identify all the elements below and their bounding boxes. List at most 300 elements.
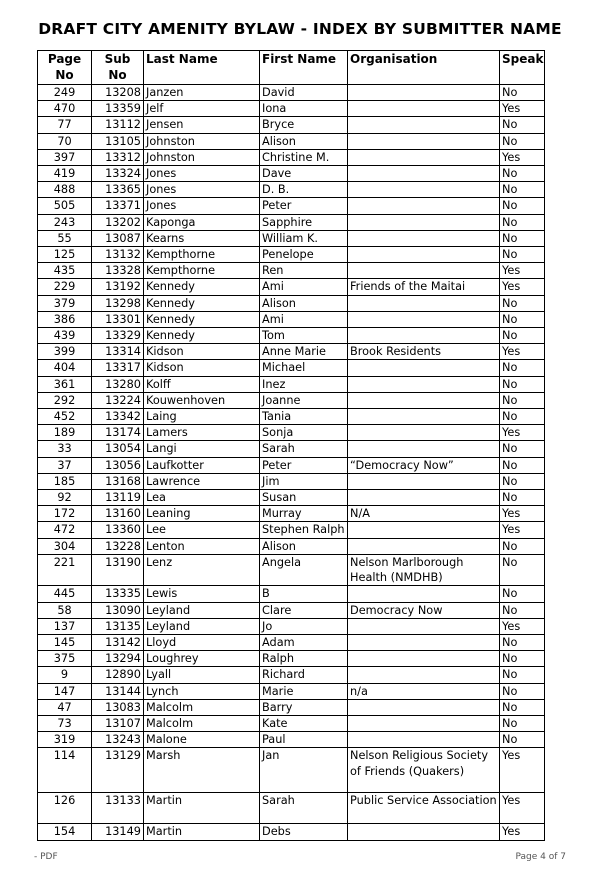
cell-page-no: 445 xyxy=(38,586,92,602)
cell-last-name: Malcolm xyxy=(144,715,260,731)
cell-first-name: Paul xyxy=(260,732,348,748)
cell-speak: No xyxy=(500,133,545,149)
table-row xyxy=(38,117,545,133)
cell-first-name: Sonja xyxy=(260,425,348,441)
header-row xyxy=(38,51,545,85)
table-row xyxy=(38,618,545,634)
cell-page-no: 229 xyxy=(38,279,92,295)
cell-page-no: 221 xyxy=(38,554,92,585)
cell-first-name: Angela xyxy=(260,554,348,585)
cell-last-name: Jones xyxy=(144,198,260,214)
cell-speak: Yes xyxy=(500,101,545,117)
cell-last-name: Johnston xyxy=(144,133,260,149)
table-row xyxy=(38,328,545,344)
cell-page-no: 249 xyxy=(38,85,92,101)
cell-last-name: Lynch xyxy=(144,683,260,699)
cell-first-name: Michael xyxy=(260,360,348,376)
cell-organisation xyxy=(348,101,500,117)
cell-sub-no: 13133 xyxy=(92,793,144,824)
cell-sub-no: 13208 xyxy=(92,85,144,101)
cell-organisation: Nelson Marlborough Health (NMDHB) xyxy=(348,554,500,585)
cell-first-name: Anne Marie xyxy=(260,344,348,360)
submitter-index-table xyxy=(37,50,545,841)
cell-last-name: Kennedy xyxy=(144,279,260,295)
cell-last-name: Malone xyxy=(144,732,260,748)
cell-speak: No xyxy=(500,667,545,683)
table-row xyxy=(38,311,545,327)
cell-page-no: 399 xyxy=(38,344,92,360)
cell-page-no: 125 xyxy=(38,247,92,263)
cell-sub-no: 13280 xyxy=(92,376,144,392)
footer-page-number: Page 4 of 7 xyxy=(515,852,566,862)
cell-speak: Yes xyxy=(500,344,545,360)
cell-speak: No xyxy=(500,683,545,699)
cell-sub-no: 13105 xyxy=(92,133,144,149)
cell-page-no: 189 xyxy=(38,425,92,441)
cell-speak: No xyxy=(500,360,545,376)
cell-speak: Yes xyxy=(500,522,545,538)
cell-sub-no: 13142 xyxy=(92,634,144,650)
cell-first-name: Bryce xyxy=(260,117,348,133)
table-row xyxy=(38,473,545,489)
cell-page-no: 243 xyxy=(38,214,92,230)
table-row xyxy=(38,732,545,748)
col-header-organisation: Organisation xyxy=(348,51,500,85)
cell-first-name: Barry xyxy=(260,699,348,715)
cell-sub-no: 13112 xyxy=(92,117,144,133)
cell-speak: No xyxy=(500,602,545,618)
cell-speak: No xyxy=(500,409,545,425)
cell-sub-no: 13135 xyxy=(92,618,144,634)
cell-first-name: Peter xyxy=(260,457,348,473)
cell-last-name: Lyall xyxy=(144,667,260,683)
cell-sub-no: 13294 xyxy=(92,651,144,667)
cell-speak: No xyxy=(500,198,545,214)
table-row xyxy=(38,441,545,457)
cell-last-name: Kempthorne xyxy=(144,247,260,263)
cell-page-no: 154 xyxy=(38,824,92,840)
cell-organisation xyxy=(348,651,500,667)
cell-last-name: Janzen xyxy=(144,85,260,101)
cell-last-name: Jones xyxy=(144,182,260,198)
cell-speak: No xyxy=(500,214,545,230)
cell-sub-no: 13312 xyxy=(92,149,144,165)
cell-first-name: Murray xyxy=(260,506,348,522)
cell-first-name: Sarah xyxy=(260,793,348,824)
cell-speak: Yes xyxy=(500,263,545,279)
cell-speak: No xyxy=(500,166,545,182)
cell-organisation xyxy=(348,311,500,327)
table-row xyxy=(38,344,545,360)
cell-sub-no: 13192 xyxy=(92,279,144,295)
cell-page-no: 147 xyxy=(38,683,92,699)
cell-first-name: Clare xyxy=(260,602,348,618)
cell-organisation xyxy=(348,618,500,634)
cell-page-no: 361 xyxy=(38,376,92,392)
cell-last-name: Lea xyxy=(144,490,260,506)
cell-organisation xyxy=(348,522,500,538)
table-row xyxy=(38,715,545,731)
cell-sub-no: 13301 xyxy=(92,311,144,327)
table-row xyxy=(38,538,545,554)
table-row xyxy=(38,198,545,214)
cell-speak: Yes xyxy=(500,279,545,295)
cell-sub-no: 13342 xyxy=(92,409,144,425)
cell-last-name: Lawrence xyxy=(144,473,260,489)
cell-page-no: 70 xyxy=(38,133,92,149)
cell-speak: No xyxy=(500,651,545,667)
cell-sub-no: 13190 xyxy=(92,554,144,585)
table-row xyxy=(38,490,545,506)
cell-first-name: Penelope xyxy=(260,247,348,263)
cell-last-name: Loughrey xyxy=(144,651,260,667)
cell-last-name: Marsh xyxy=(144,748,260,793)
cell-page-no: 375 xyxy=(38,651,92,667)
cell-organisation xyxy=(348,182,500,198)
cell-speak: No xyxy=(500,182,545,198)
cell-first-name: Peter xyxy=(260,198,348,214)
cell-last-name: Jones xyxy=(144,166,260,182)
cell-organisation xyxy=(348,263,500,279)
cell-last-name: Jelf xyxy=(144,101,260,117)
cell-page-no: 126 xyxy=(38,793,92,824)
cell-organisation xyxy=(348,441,500,457)
page-title: DRAFT CITY AMENITY BYLAW - INDEX BY SUBMITTER NAME xyxy=(38,20,562,38)
cell-last-name: Jensen xyxy=(144,117,260,133)
table-row xyxy=(38,824,545,840)
cell-organisation: n/a xyxy=(348,683,500,699)
cell-organisation xyxy=(348,376,500,392)
cell-organisation xyxy=(348,699,500,715)
table-row xyxy=(38,376,545,392)
cell-last-name: Leyland xyxy=(144,602,260,618)
cell-last-name: Kennedy xyxy=(144,328,260,344)
table-row xyxy=(38,247,545,263)
cell-page-no: 386 xyxy=(38,311,92,327)
cell-speak: No xyxy=(500,230,545,246)
cell-first-name: Joanne xyxy=(260,392,348,408)
table-row xyxy=(38,392,545,408)
cell-organisation: Public Service Association xyxy=(348,793,500,824)
cell-sub-no: 13298 xyxy=(92,295,144,311)
table-row xyxy=(38,409,545,425)
cell-first-name: Alison xyxy=(260,295,348,311)
cell-first-name: Ralph xyxy=(260,651,348,667)
cell-last-name: Lamers xyxy=(144,425,260,441)
footer-source: - PDF xyxy=(34,852,58,862)
cell-page-no: 488 xyxy=(38,182,92,198)
cell-page-no: 439 xyxy=(38,328,92,344)
cell-speak: Yes xyxy=(500,824,545,840)
cell-page-no: 172 xyxy=(38,506,92,522)
cell-speak: No xyxy=(500,732,545,748)
cell-first-name: Alison xyxy=(260,133,348,149)
cell-first-name: Christine M. xyxy=(260,149,348,165)
cell-first-name: Sapphire xyxy=(260,214,348,230)
cell-organisation xyxy=(348,634,500,650)
table-row xyxy=(38,522,545,538)
cell-sub-no: 13119 xyxy=(92,490,144,506)
cell-page-no: 397 xyxy=(38,149,92,165)
cell-organisation xyxy=(348,85,500,101)
cell-speak: No xyxy=(500,554,545,585)
cell-first-name: David xyxy=(260,85,348,101)
cell-speak: No xyxy=(500,247,545,263)
cell-last-name: Kearns xyxy=(144,230,260,246)
cell-first-name: Ami xyxy=(260,279,348,295)
cell-speak: Yes xyxy=(500,149,545,165)
cell-first-name: Inez xyxy=(260,376,348,392)
cell-sub-no: 13224 xyxy=(92,392,144,408)
cell-organisation xyxy=(348,490,500,506)
table-row xyxy=(38,425,545,441)
table-row xyxy=(38,748,545,793)
cell-page-no: 47 xyxy=(38,699,92,715)
cell-first-name: Jo xyxy=(260,618,348,634)
cell-first-name: William K. xyxy=(260,230,348,246)
cell-last-name: Laing xyxy=(144,409,260,425)
cell-page-no: 55 xyxy=(38,230,92,246)
cell-page-no: 472 xyxy=(38,522,92,538)
cell-first-name: Alison xyxy=(260,538,348,554)
cell-organisation xyxy=(348,117,500,133)
table-row xyxy=(38,554,545,585)
table-row xyxy=(38,295,545,311)
cell-page-no: 37 xyxy=(38,457,92,473)
cell-page-no: 185 xyxy=(38,473,92,489)
cell-sub-no: 13160 xyxy=(92,506,144,522)
cell-page-no: 33 xyxy=(38,441,92,457)
table-row xyxy=(38,586,545,602)
col-header-sub-no: Sub No xyxy=(92,51,144,85)
cell-speak: No xyxy=(500,490,545,506)
cell-last-name: Leaning xyxy=(144,506,260,522)
cell-first-name: Adam xyxy=(260,634,348,650)
table-row xyxy=(38,360,545,376)
cell-page-no: 137 xyxy=(38,618,92,634)
cell-organisation xyxy=(348,667,500,683)
cell-sub-no: 13360 xyxy=(92,522,144,538)
cell-speak: Yes xyxy=(500,618,545,634)
cell-sub-no: 13243 xyxy=(92,732,144,748)
cell-sub-no: 13083 xyxy=(92,699,144,715)
cell-last-name: Kennedy xyxy=(144,311,260,327)
table-row xyxy=(38,230,545,246)
cell-organisation xyxy=(348,198,500,214)
table-row xyxy=(38,667,545,683)
cell-sub-no: 13149 xyxy=(92,824,144,840)
cell-organisation xyxy=(348,473,500,489)
cell-organisation xyxy=(348,166,500,182)
cell-organisation xyxy=(348,586,500,602)
cell-page-no: 9 xyxy=(38,667,92,683)
cell-first-name: Dave xyxy=(260,166,348,182)
cell-sub-no: 13056 xyxy=(92,457,144,473)
table-row xyxy=(38,457,545,473)
cell-speak: Yes xyxy=(500,506,545,522)
table-row xyxy=(38,101,545,117)
cell-organisation xyxy=(348,732,500,748)
cell-first-name: Tom xyxy=(260,328,348,344)
cell-last-name: Langi xyxy=(144,441,260,457)
cell-first-name: D. B. xyxy=(260,182,348,198)
table-row xyxy=(38,133,545,149)
cell-last-name: Kidson xyxy=(144,360,260,376)
cell-last-name: Kaponga xyxy=(144,214,260,230)
table-row xyxy=(38,683,545,699)
cell-page-no: 404 xyxy=(38,360,92,376)
cell-last-name: Lee xyxy=(144,522,260,538)
col-header-page-no: Page No xyxy=(38,51,92,85)
cell-page-no: 304 xyxy=(38,538,92,554)
cell-first-name: B xyxy=(260,586,348,602)
cell-last-name: Leyland xyxy=(144,618,260,634)
cell-sub-no: 13324 xyxy=(92,166,144,182)
cell-speak: Yes xyxy=(500,425,545,441)
cell-sub-no: 13107 xyxy=(92,715,144,731)
cell-sub-no: 13365 xyxy=(92,182,144,198)
cell-sub-no: 13144 xyxy=(92,683,144,699)
cell-last-name: Kolff xyxy=(144,376,260,392)
cell-sub-no: 13371 xyxy=(92,198,144,214)
cell-page-no: 145 xyxy=(38,634,92,650)
cell-first-name: Jim xyxy=(260,473,348,489)
table-row xyxy=(38,214,545,230)
cell-speak: No xyxy=(500,473,545,489)
cell-last-name: Kempthorne xyxy=(144,263,260,279)
col-header-first-name: First Name xyxy=(260,51,348,85)
cell-sub-no: 13317 xyxy=(92,360,144,376)
cell-organisation xyxy=(348,360,500,376)
cell-first-name: Ami xyxy=(260,311,348,327)
cell-first-name: Jan xyxy=(260,748,348,793)
cell-organisation xyxy=(348,715,500,731)
cell-speak: No xyxy=(500,457,545,473)
cell-speak: No xyxy=(500,634,545,650)
cell-speak: No xyxy=(500,311,545,327)
cell-last-name: Martin xyxy=(144,824,260,840)
cell-speak: No xyxy=(500,117,545,133)
cell-page-no: 470 xyxy=(38,101,92,117)
cell-page-no: 419 xyxy=(38,166,92,182)
cell-page-no: 114 xyxy=(38,748,92,793)
cell-last-name: Laufkotter xyxy=(144,457,260,473)
cell-last-name: Lewis xyxy=(144,586,260,602)
cell-first-name: Marie xyxy=(260,683,348,699)
cell-first-name: Ren xyxy=(260,263,348,279)
cell-page-no: 73 xyxy=(38,715,92,731)
cell-speak: No xyxy=(500,392,545,408)
table-row xyxy=(38,602,545,618)
table-row xyxy=(38,793,545,824)
cell-first-name: Susan xyxy=(260,490,348,506)
cell-last-name: Lloyd xyxy=(144,634,260,650)
cell-sub-no: 13087 xyxy=(92,230,144,246)
cell-organisation xyxy=(348,149,500,165)
cell-sub-no: 13329 xyxy=(92,328,144,344)
table-body xyxy=(38,85,545,841)
cell-organisation: “Democracy Now” xyxy=(348,457,500,473)
cell-last-name: Kouwenhoven xyxy=(144,392,260,408)
cell-organisation xyxy=(348,247,500,263)
cell-last-name: Kennedy xyxy=(144,295,260,311)
cell-first-name: Tania xyxy=(260,409,348,425)
cell-organisation xyxy=(348,409,500,425)
cell-organisation xyxy=(348,328,500,344)
cell-page-no: 292 xyxy=(38,392,92,408)
cell-sub-no: 13335 xyxy=(92,586,144,602)
cell-last-name: Kidson xyxy=(144,344,260,360)
cell-sub-no: 12890 xyxy=(92,667,144,683)
cell-organisation: Friends of the Maitai xyxy=(348,279,500,295)
cell-speak: No xyxy=(500,376,545,392)
table-row xyxy=(38,634,545,650)
cell-sub-no: 13168 xyxy=(92,473,144,489)
cell-speak: No xyxy=(500,85,545,101)
table-row xyxy=(38,182,545,198)
cell-organisation xyxy=(348,425,500,441)
cell-page-no: 92 xyxy=(38,490,92,506)
cell-speak: No xyxy=(500,328,545,344)
cell-speak: No xyxy=(500,699,545,715)
cell-organisation xyxy=(348,538,500,554)
table-row xyxy=(38,85,545,101)
cell-first-name: Iona xyxy=(260,101,348,117)
table-row xyxy=(38,166,545,182)
cell-organisation xyxy=(348,824,500,840)
cell-organisation xyxy=(348,295,500,311)
cell-sub-no: 13328 xyxy=(92,263,144,279)
cell-first-name: Sarah xyxy=(260,441,348,457)
cell-last-name: Malcolm xyxy=(144,699,260,715)
cell-sub-no: 13202 xyxy=(92,214,144,230)
cell-page-no: 452 xyxy=(38,409,92,425)
cell-organisation: Democracy Now xyxy=(348,602,500,618)
cell-sub-no: 13174 xyxy=(92,425,144,441)
cell-speak: Yes xyxy=(500,793,545,824)
cell-sub-no: 13129 xyxy=(92,748,144,793)
cell-page-no: 58 xyxy=(38,602,92,618)
cell-last-name: Lenz xyxy=(144,554,260,585)
cell-last-name: Martin xyxy=(144,793,260,824)
cell-first-name: Debs xyxy=(260,824,348,840)
cell-page-no: 505 xyxy=(38,198,92,214)
table-row xyxy=(38,279,545,295)
cell-organisation xyxy=(348,133,500,149)
cell-organisation xyxy=(348,392,500,408)
cell-speak: No xyxy=(500,295,545,311)
cell-organisation: Nelson Religious Society of Friends (Quakers) xyxy=(348,748,500,793)
table-row xyxy=(38,506,545,522)
cell-first-name: Richard xyxy=(260,667,348,683)
cell-page-no: 77 xyxy=(38,117,92,133)
cell-speak: Yes xyxy=(500,748,545,793)
cell-speak: No xyxy=(500,715,545,731)
cell-speak: No xyxy=(500,441,545,457)
cell-first-name: Kate xyxy=(260,715,348,731)
cell-sub-no: 13228 xyxy=(92,538,144,554)
cell-sub-no: 13090 xyxy=(92,602,144,618)
cell-first-name: Stephen Ralph xyxy=(260,522,348,538)
cell-organisation xyxy=(348,230,500,246)
cell-sub-no: 13314 xyxy=(92,344,144,360)
col-header-last-name: Last Name xyxy=(144,51,260,85)
cell-page-no: 435 xyxy=(38,263,92,279)
table-row xyxy=(38,149,545,165)
table-row xyxy=(38,699,545,715)
cell-speak: No xyxy=(500,586,545,602)
col-header-speak: Speak xyxy=(500,51,545,85)
